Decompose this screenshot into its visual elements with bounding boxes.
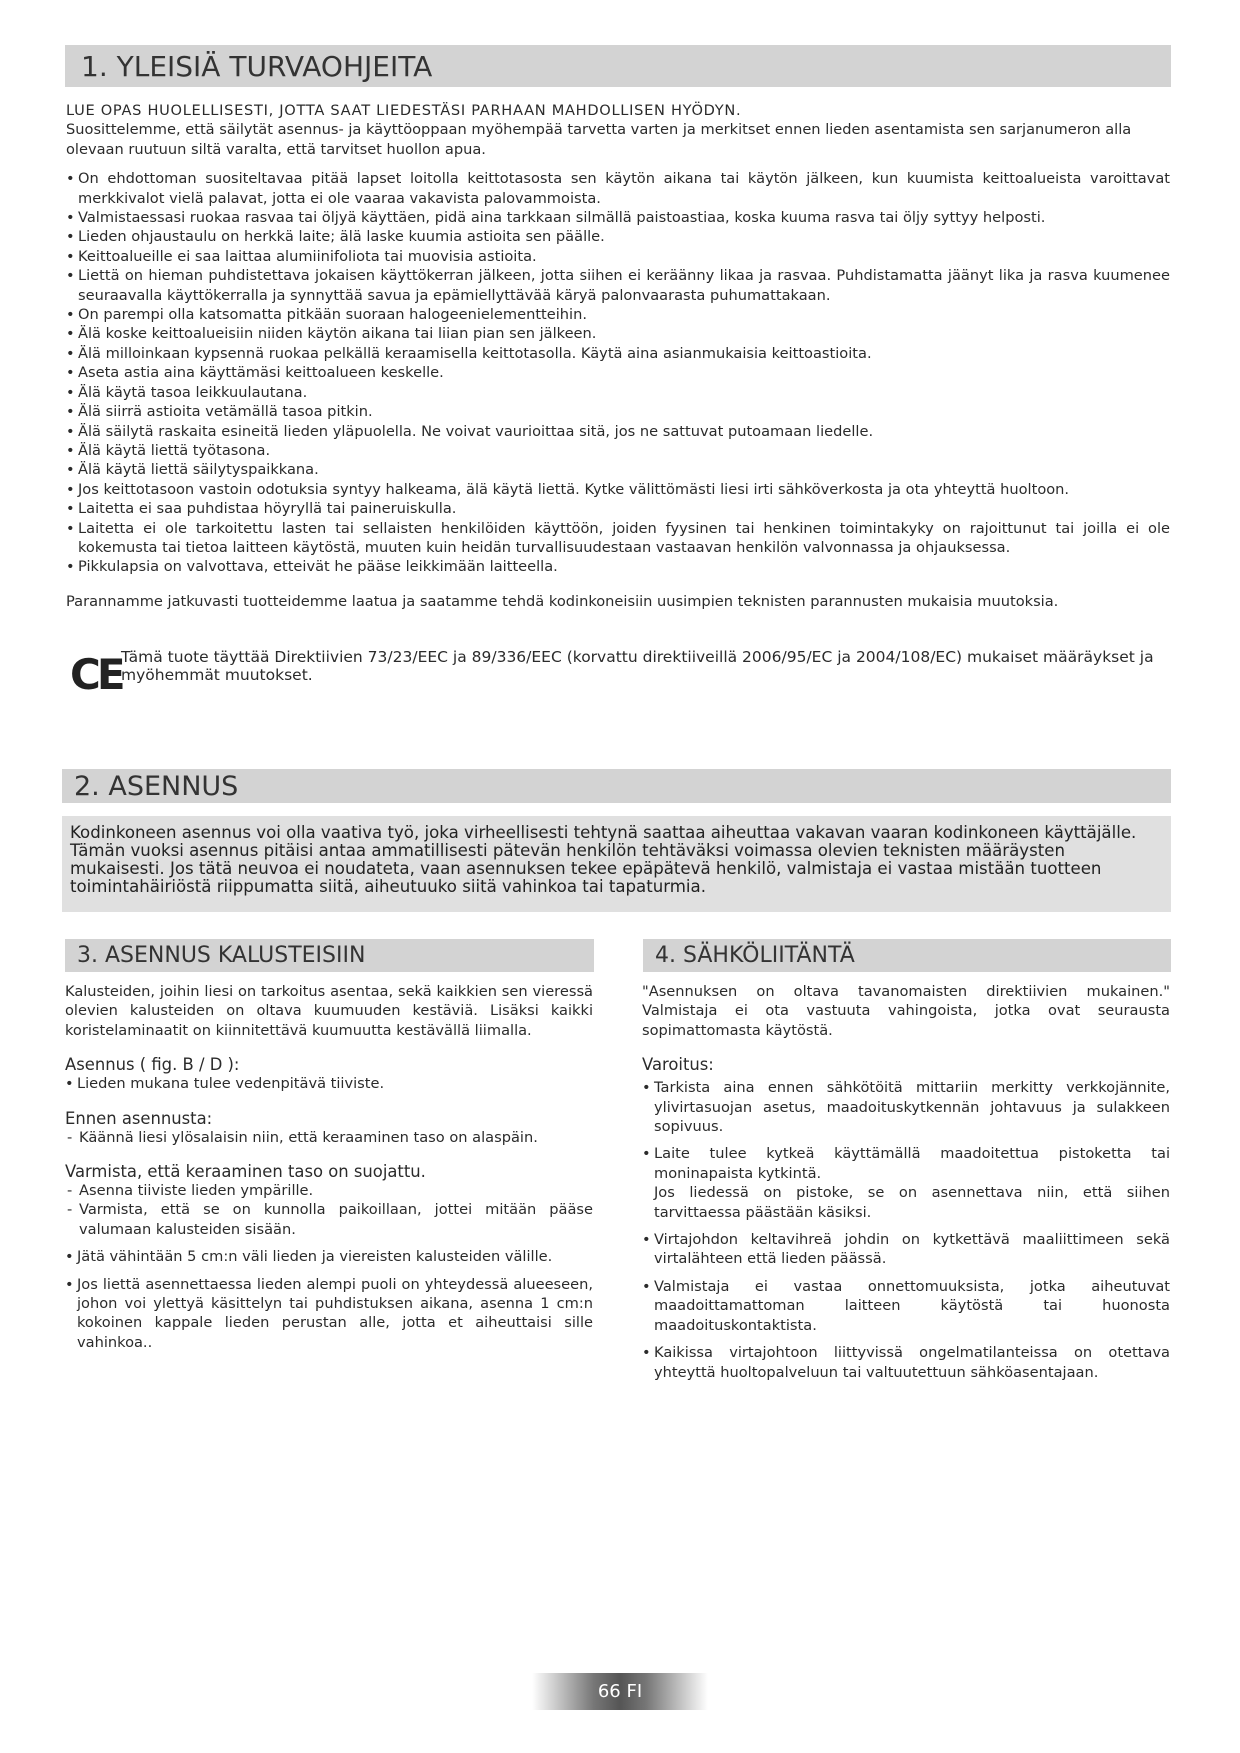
section3-bullet: • Jos liettä asennettaessa lieden alempi puoli on yhteydessä alueeseen, johon voi ylettyä käsittelyn tai puhdistuksen aikana, asenna 1 cm:n kokoinen kappale lieden perustan alle, jotta et aiheuttaisi sille vahinkoa.. (65, 1275, 593, 1353)
asennus-bullet: • Lieden mukana tulee vedenpitävä tiiviste. (65, 1074, 593, 1093)
section4-bullet: • Virtajohdon keltavihreä johdin on kytkettävä maaliittimeen sekä virtalähteen että lieden päässä. (642, 1230, 1170, 1269)
page-number: 66 FI (532, 1673, 708, 1710)
safety-bullet: • Älä koske keittoalueisiin niiden käytön aikana tai liian pian sen jälkeen. (66, 324, 1170, 343)
safety-bullet: • Laitetta ei saa puhdistaa höyryllä tai paineruiskulla. (66, 499, 1170, 518)
safety-bullet: • Älä käytä liettä säilytyspaikkana. (66, 460, 1170, 479)
varmista-item: - Varmista, että se on kunnolla paikoillaan, jottei mitään pääse valumaan kalusteiden sisään. (65, 1200, 593, 1239)
safety-bullet: • Keittoalueille ei saa laittaa alumiinifoliota tai muovisia astioita. (66, 247, 1170, 266)
safety-bullet: • Älä säilytä raskaita esineitä lieden yläpuolella. Ne voivat vaurioittaa sitä, jos ne sattuvat putoamaan liedelle. (66, 422, 1170, 441)
section4-bullet (642, 1144, 1170, 1222)
section4-title: 4. SÄHKÖLIITÄNTÄ (643, 939, 1171, 972)
section4-bullet: • Valmistaja ei vastaa onnettomuuksista, jotka aiheutuvat maadoittamattoman laitteen käytöstä tai huonosta maadoituskontaktista. (642, 1277, 1170, 1335)
section2-warning-box (62, 816, 1171, 912)
section2-title: 2. ASENNUS (62, 769, 1171, 803)
section3-intro: Kalusteiden, joihin liesi on tarkoitus asentaa, sekä kaikkien sen vieressä olevien kalusteiden on oltava kuumuuden kestäviä. Lisäksi kaikki koristelaminaatit on kiinnitettävä kuumuutta kestävällä liimalla. (65, 983, 593, 1039)
section1-intro-caps: LUE OPAS HUOLELLISESTI, JOTTA SAAT LIEDESTÄSI PARHAAN MAHDOLLISEN HYÖDYN. (66, 102, 742, 119)
ce-text: Tämä tuote täyttää Direktiivien 73/23/EEC ja 89/336/EEC (korvattu direktiiveillä 2006/95/EC ja 2004/108/EC) mukaiset määräykset ja myöhemmät muutokset. (121, 648, 1154, 684)
safety-bullet: • Pikkulapsia on valvottava, etteivät he pääse leikkimään laitteella. (66, 557, 1170, 576)
safety-bullet: • Laitetta ei ole tarkoitettu lasten tai sellaisten henkilöiden käyttöön, joiden fyysinen tai henkinen toimintakyky on rajoittunut tai joilla ei ole kokemusta tai tietoa laitteen käytöstä, muuten kuin heidän turvallisuudestaan vastaavan henkilön valvonnassa ja ohjauksessa. (66, 519, 1170, 558)
safety-bullet: • Älä siirrä astioita vetämällä tasoa pitkin. (66, 402, 1170, 421)
ennen-item: - Käännä liesi ylösalaisin niin, että keraaminen taso on alaspäin. (65, 1128, 593, 1147)
varoitus-heading: Varoitus: (642, 1055, 714, 1075)
safety-bullet: • Älä käytä tasoa leikkuulautana. (66, 383, 1170, 402)
section4-bullet: • Tarkista aina ennen sähkötöitä mittariin merkitty verkkojännite, ylivirtasuojan asetus, maadoituskytkennän johtavuus ja sulakkeen sopivuus. (642, 1078, 1170, 1136)
safety-bullet: • On parempi olla katsomatta pitkään suoraan halogeenielementteihin. (66, 305, 1170, 324)
safety-bullet: • Älä käytä liettä työtasona. (66, 441, 1170, 460)
safety-bullet: • Älä milloinkaan kypsennä ruokaa pelkällä keraamisella keittotasolla. Käytä aina asianmukaisia keittoastioita. (66, 344, 1170, 363)
safety-bullet: • Lieden ohjaustaulu on herkkä laite; älä laske kuumia astioita sen päälle. (66, 227, 1170, 246)
section1-bullet-list (66, 169, 1170, 577)
section1-closing: Parannamme jatkuvasti tuotteidemme laatua ja saatamme tehdä kodinkoneisiin uusimpien teknisten parannusten mukaisia muutoksia. (66, 592, 1059, 610)
section1-intro-text: Suosittelemme, että säilytät asennus- ja käyttöoppaan myöhempää tarvetta varten ja merkitset ennen lieden asentamista sen sarjanumeron alla olevaan ruutuun siltä varalta, että tarvitset huollon apua. (66, 121, 1132, 158)
ennen-heading: Ennen asennusta: (65, 1108, 213, 1128)
section3-body (65, 982, 593, 1352)
section3-title: 3. ASENNUS KALUSTEISIIN (65, 939, 594, 972)
ce-mark-icon: CE (70, 650, 122, 699)
section2-text: Kodinkoneen asennus voi olla vaativa työ, joka virheellisesti tehtynä saattaa aiheuttaa vakavan vaaran kodinkoneen käyttäjälle. Tämän vuoksi asennus pitäisi antaa ammatillisesti pätevän henkilön tehtäväksi voimassa olevien teknisten määräysten mukaisesti. Jos tätä neuvoa ei noudateta, vaan asennuksen tekee epäpätevä henkilö, valmistaja ei vastaa mistään tuotteen toimintahäiriöstä riippumatta siitä, aiheutuuko siitä vahinkoa tai tapaturmia. (70, 823, 1137, 896)
section4-body (642, 982, 1170, 1382)
section3-bullet: • Jätä vähintään 5 cm:n väli lieden ja viereisten kalusteiden välille. (65, 1247, 593, 1266)
section4-bullet-text: Laite tulee kytkeä käyttämällä maadoitettua pistoketta tai moninapaista kytkintä. (654, 1145, 1170, 1182)
pistoke-note: Jos liedessä on pistoke, se on asennettava niin, että siihen tarvittaessa päästään käsiksi. (654, 1184, 1170, 1221)
section4-bullet: • Kaikissa virtajohtoon liittyvissä ongelmatilanteissa on otettava yhteyttä huoltopalveluun tai valtuutettuun sähköasentajaan. (642, 1343, 1170, 1382)
section4-intro: "Asennuksen on oltava tavanomaisten direktiivien mukainen." Valmistaja ei ota vastuuta vahingoista, jotka ovat seurausta sopimattomasta käytöstä. (642, 983, 1170, 1039)
safety-bullet: • On ehdottoman suositeltavaa pitää lapset loitolla keittotasosta sen käytön aikana tai käytön jälkeen, kun kuumista keittoalueista varoittavat merkkivalot vielä palavat, jotta ei ole vaaraa vakavista palovammoista. (66, 169, 1170, 208)
section1-body (66, 101, 1170, 611)
asennus-heading: Asennus ( fig. B / D ): (65, 1055, 240, 1075)
section1-title: 1. YLEISIÄ TURVAOHJEITA (65, 45, 1171, 87)
safety-bullet: • Liettä on hieman puhdistettava jokaisen käyttökerran jälkeen, jotta siihen ei keräänny likaa ja rasvaa. Puhdistamatta jäänyt lika ja rasva kuumenee seuraavalla käyttökerralla ja synnyttää savua ja epämiellyttävää käryä palonvaarasta puhumattakaan. (66, 266, 1170, 305)
safety-bullet: • Aseta astia aina käyttämäsi keittoalueen keskelle. (66, 363, 1170, 382)
varmista-heading: Varmista, että keraaminen taso on suojattu. (65, 1162, 426, 1182)
safety-bullet: • Jos keittotasoon vastoin odotuksia syntyy halkeama, älä käytä liettä. Kytke välittömästi liesi irti sähköverkosta ja ota yhteyttä huoltoon. (66, 480, 1170, 499)
varmista-item: - Asenna tiiviste lieden ympärille. (65, 1181, 593, 1200)
safety-bullet: • Valmistaessasi ruokaa rasvaa tai öljyä käyttäen, pidä aina tarkkaan silmällä paistoastiaa, koska kuuma rasva tai öljy syttyy helposti. (66, 208, 1170, 227)
